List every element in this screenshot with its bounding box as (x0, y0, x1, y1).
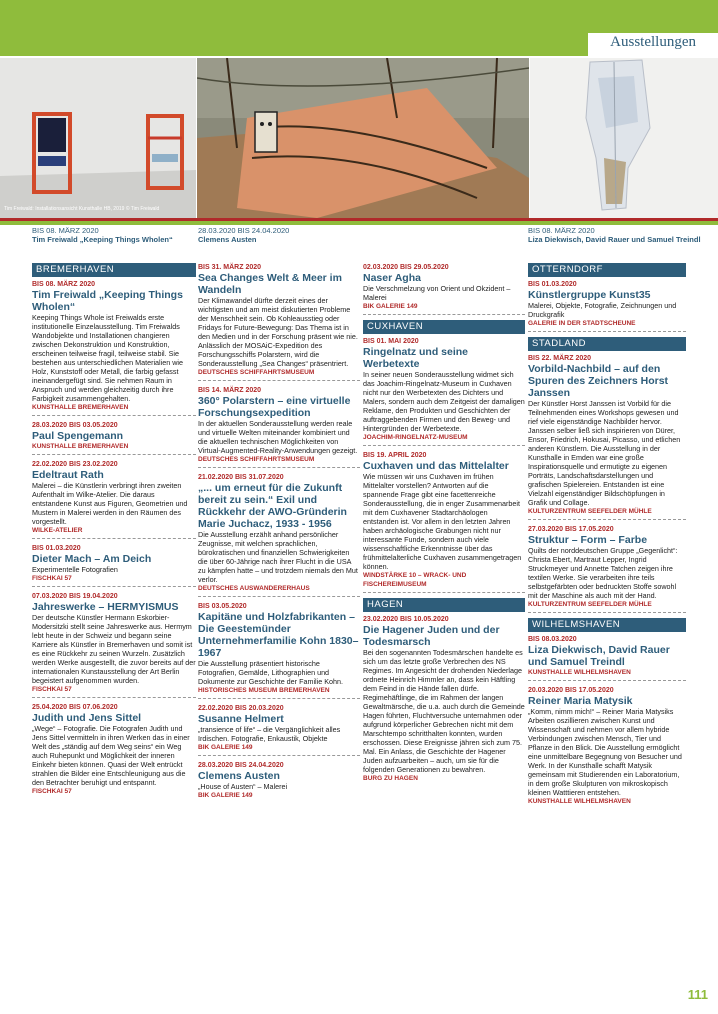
photo-painting (197, 58, 529, 218)
section-otterndorf: OTTERNDORF (528, 263, 686, 277)
entry-title: Künstlergruppe Kunst35 (528, 289, 651, 301)
list-item (32, 592, 196, 698)
entry-date: BIS 19. APRIL 2020 (363, 452, 427, 459)
entry-body: Der Künstler Horst Janssen ist Vorbild für die Teilnehmenden eines Workshops gewesen und rief viele eigenständige Nachbilder hervor. Janssen selber ließ sich inspirieren von Dürer, Ensor, Friedrich, Hokusai, Picasso, und etlichen anderen Künstlern. Die Ausstellung in der Kunsthalle in Emden war eine große Inspirationsquelle und ermutigte zu eigenen Porträts, Landschaftsdarstellungen und grafischen Spielereien. Entstanden ist eine Vielzahl eigenständiger Bildschöpfungen in Grafik und Collage. (528, 399, 681, 507)
entry-body: Quilts der norddeutschen Gruppe „Gegenlicht“: Christa Ebert, Martraut Lepper, Ingrid Struckmeyer und Annette Tatchen zeigen ihre textilen Werke. Sie verarbeiten ihre teils selbstgefärbten oder bedruckten Stoffe sowohl mit der Maschine als auch mit der Hand. (528, 546, 678, 600)
entry-venue: FISCHKAI 57 (32, 575, 72, 582)
entry-title: Kapitäne und Holzfabrikanten – Die Geestemünder Unternehmerfamilie Kohn 1830–1967 (198, 611, 359, 659)
entry-venue: KUNSTHALLE BREMERHAVEN (32, 443, 129, 450)
entry-date: 22.02.2020 BIS 23.02.2020 (32, 461, 118, 468)
caption-date: BIS 08. MÄRZ 2020 (32, 226, 99, 235)
entry-venue: BIK GALERIE 149 (198, 744, 253, 751)
entry-title: Edeltraut Rath (32, 469, 104, 481)
entry-venue: WINDSTÄRKE 10 – WRACK- UND FISCHEREIMUSEUM (363, 572, 467, 588)
section-wilhelmshaven: WILHELMSHAVEN (528, 618, 686, 632)
entry-venue: BURG ZU HAGEN (363, 775, 418, 782)
column-4 (528, 263, 686, 814)
section-stadland: STADLAND (528, 337, 686, 351)
entry-title: Susanne Helmert (198, 713, 284, 725)
entry-venue: WILKE-ATELIER (32, 527, 83, 534)
photo-caption-1 (32, 226, 192, 244)
section-title: Ausstellungen (610, 34, 696, 50)
entry-title: Naser Agha (363, 272, 421, 284)
entry-title: Judith und Jens Sittel (32, 712, 142, 724)
entry-date: BIS 14. MÄRZ 2020 (198, 387, 262, 394)
entry-title: Liza Diekwisch, David Rauer und Samuel Treindl (528, 644, 670, 668)
entry-title: Struktur – Form – Farbe (528, 534, 648, 546)
list-item (363, 615, 525, 786)
caption-date: BIS 08. MÄRZ 2020 (528, 226, 595, 235)
list-item (198, 473, 360, 597)
entry-body: Die Ausstellung präsentiert historische Fotografien, Gemälde, Lithographien und Dokumente zur Geschichte der Familie Kohn. (198, 659, 344, 686)
entry-date: 22.02.2020 BIS 20.03.2020 (198, 705, 284, 712)
entry-title: Jahreswerke – HERMYISMUS (32, 601, 179, 613)
column-1 (32, 263, 196, 804)
entry-date: BIS 08. MÄRZ 2020 (32, 281, 96, 288)
entry-title: Paul Spengemann (32, 430, 124, 442)
entry-body: „Komm, nimm mich!“ – Reiner Maria Matysiks Arbeiten oszillieren zwischen Kunst und Wissenschaft und nehmen vor allem hybride Verbindungen zwischen Mensch, Tier und Pflanze in den Blick. Die Ausstellung ermöglicht eine unmittelbare Begegnung von Besucher und Werk. In der Kunsthalle schafft Matysik gemeinsam mit Studierenden ein Laboratorium, in dem große Skulpturen von mikroskopisch kleinen Watttieren entstehen. (528, 707, 682, 797)
column-3 (363, 263, 525, 791)
column-2 (198, 263, 360, 808)
entry-body: Bei den sogenannten Todesmärschen handelte es sich um das letzte große Verbrechen des NS Regimes. Im Angesicht der drohenden Niederlage ordnete Heinrich Himmler an, dass kein Häftling dem Feind in die Hände fallen dürfe. Regimehäftlinge, die im Rahmen der langen Gewaltmärsche, die u.a. auch durch die Gemeinde Hagen führten, Fluchtversuche unternahmen oder aufgrund körperlicher Gebrechen nicht mit dem Marschtempo schritthalten konnten, wurden erschossen. Diese Ereignisse jähren sich zum 75. Mal. Ein Anlass, die Geschichte der Hagener Juden aufzuarbeiten – auch, um sie für die folgenden Generationen zu bewahren. (363, 648, 525, 774)
entry-title: 360° Polarstern – eine virtuelle Forschungsexpedition (198, 395, 351, 419)
photo-sculpture (530, 58, 718, 218)
entry-date: 27.03.2020 BIS 17.05.2020 (528, 526, 614, 533)
list-item (198, 386, 360, 468)
photo-strip (0, 58, 718, 218)
entry-venue: BIK GALERIE 149 (198, 792, 253, 799)
list-item (198, 602, 360, 699)
list-item (32, 280, 196, 416)
entry-date: 02.03.2020 BIS 29.05.2020 (363, 264, 449, 271)
entry-date: 28.03.2020 BIS 03.05.2020 (32, 422, 118, 429)
entry-title: Sea Changes Welt & Meer im Wandeln (198, 272, 342, 296)
list-item (528, 525, 686, 613)
entry-venue: KUNSTHALLE BREMERHAVEN (32, 404, 129, 411)
entry-date: 25.04.2020 BIS 07.06.2020 (32, 704, 118, 711)
entry-venue: BIK GALERIE 149 (363, 303, 418, 310)
entry-body: Experimentelle Fotografien (32, 565, 118, 574)
entry-venue: DEUTSCHES SCHIFFAHRTSMUSEUM (198, 369, 315, 376)
entry-body: Malerei, Objekte, Fotografie, Zeichnungen und Druckgrafik (528, 301, 677, 319)
entry-body: Keeping Things Whole ist Freiwalds erste institutionelle Einzelausstellung. Tim Freiwalds Wandobjekte und Installationen changieren zwischen Dekonstruktion und Konstruktion, erscheinen teilweise fragil, teilweise stabil. Sie bestehen aus unterschiedlichen Materialien wie Holz, Kunststoff oder Metall, die farbig gefasst ineinandergefügt sind. Sie nehmen Raum in Anspruch und werden gleichzeitig durch ihre Farbigkeit zusammengehalten. (32, 313, 184, 403)
caption-text: Tim Freiwald „Keeping Things Wholen“ (32, 235, 173, 244)
list-item (528, 635, 686, 681)
entry-body: „transience of life“ – die Vergänglichkeit alles Irdischen. Fotografie, Enkaustik, Objekte (198, 725, 341, 743)
list-item (198, 761, 360, 803)
entry-date: BIS 31. MÄRZ 2020 (198, 264, 262, 271)
divider-green (0, 221, 718, 225)
entry-title: Reiner Maria Matysik (528, 695, 633, 707)
entry-title: Vorbild-Nachbild – auf den Spuren des Zeichners Horst Janssen (528, 363, 669, 399)
entry-title: Die Hagener Juden und der Todesmarsch (363, 624, 500, 648)
page-number: 111 (687, 987, 708, 1002)
entry-title: „... um erneut für die Zukunft bereit zu sein.“ Exil und Rückkehr der AWO-Gründerin Marie Juchacz, 1933 - 1956 (198, 482, 347, 530)
entry-body: In seiner neuen Sonderausstellung widmet sich das Joachim-Ringelnatz-Museum in Cuxhaven nicht nur den Werbetexten des Dichters und Malers, sondern auch dem Zeitgeist der damaligen Reklame, den Produkten und Geschichten der auftraggebenden Firmen und den Beweg- und Hintergründen der Werbetexte. (363, 370, 525, 433)
list-item (32, 460, 196, 539)
entry-venue: KUNSTHALLE WILHELMSHAVEN (528, 669, 631, 676)
entry-venue: FISCHKAI 57 (32, 788, 72, 795)
entry-venue: DEUTSCHES AUSWANDERERHAUS (198, 585, 310, 592)
section-bremerhaven: BREMERHAVEN (32, 263, 196, 277)
page-header (0, 0, 718, 56)
list-item (32, 703, 196, 799)
section-hagen: HAGEN (363, 598, 525, 612)
entry-date: BIS 01. MAI 2020 (363, 338, 419, 345)
entry-date: 28.03.2020 BIS 24.04.2020 (198, 762, 284, 769)
entry-date: 20.03.2020 BIS 17.05.2020 (528, 687, 614, 694)
entry-body: Die Ausstellung erzählt anhand persönlicher Zeugnisse, mit welchen sprachlichen, bürokratischen und finanziellen Schwierigkeiten die über 60-Jährige nach ihrer Flucht in die USA zu kämpfen hatte – und trotzdem niemals den Mut verlor. (198, 530, 358, 584)
section-cuxhaven: CUXHAVEN (363, 320, 525, 334)
list-item (32, 421, 196, 455)
entry-venue: KULTURZENTRUM SEEFELDER MÜHLE (528, 601, 652, 608)
entry-title: Clemens Austen (198, 770, 280, 782)
entry-title: Ringelnatz und seine Werbetexte (363, 346, 469, 370)
entry-date: 23.02.2020 BIS 10.05.2020 (363, 616, 449, 623)
entry-body: In der aktuellen Sonderausstellung werden reale und virtuelle Welten miteinander kombiniert und die aktuellen technischen Möglichkeiten von Virtual-Augmented-Reality-Anwendungen gezeigt. (198, 419, 358, 455)
entry-body: Der Klimawandel dürfte derzeit eines der wichtigsten und am meist diskutierten Probleme der Menschheit sein. Ob Kohleausstieg oder Fridays for Future-Bewegung: Das Thema ist in den Medien und in der Forschung präsent wie nie. Anlässlich der MOSAiC-Expedition des Forschungsschiffs Polarstern, wird die Sonderausstellung „Sea Changes“ präsentriert. (198, 296, 358, 368)
entry-date: 07.03.2020 BIS 19.04.2020 (32, 593, 118, 600)
list-item (363, 337, 525, 446)
list-item (32, 544, 196, 587)
entry-venue: HISTORISCHES MUSEUM BREMERHAVEN (198, 687, 330, 694)
list-item (528, 280, 686, 332)
caption-date: 28.03.2020 BIS 24.04.2020 (198, 226, 290, 235)
entry-venue: KUNSTHALLE WILHELMSHAVEN (528, 798, 631, 805)
photo-credit: Tim Freiwald: Installationsansicht Kunsthalle HB, 2019 © Tim Freiwald (4, 206, 160, 212)
list-item (198, 263, 360, 381)
entry-body: Wie müssen wir uns Cuxhaven im frühen Mittelalter vorstellen? Antworten auf die spannende Frage gibt eine facettenreiche Sonderausstellung, die in enger Zusammenarbeit mit dem Cuxhavener Stadtarchäologen entstanden ist. Vor allem in den letzten Jahren haben archäologische Grabungen nicht nur interessante Funde, sondern auch viele wissenschaftliche Erkenntnisse über das frühmittelalterliche Cuxhaven zusammengetragen können. (363, 472, 522, 571)
entry-body: „House of Austen“ – Malerei (198, 782, 288, 791)
entry-venue: DEUTSCHES SCHIFFAHRTSMUSEUM (198, 456, 315, 463)
entry-body: Der deutsche Künstler Hermann Eskorbier-Modersitzki stellt seine Jahreswerke aus. Hermym lebt heute in der Schweiz und begann seine Karriere als Künstler in Bremerhaven und somit ist es eine Rückkehr zu seinen Wurzeln. Zusätzlich werden Werke ausgestellt, die zuvor bereits auf der internationalen Kunstausstellung der Art Berlin begeistert aufgenommen wurden. (32, 613, 196, 685)
entry-venue: KULTURZENTRUM SEEFELDER MÜHLE (528, 508, 652, 515)
entry-date: 21.02.2020 BIS 31.07.2020 (198, 474, 284, 481)
photo-installation (0, 58, 196, 218)
entry-venue: FISCHKAI 57 (32, 686, 72, 693)
list-item (198, 704, 360, 756)
entry-body: Die Verschmelzung von Orient und Okzident – Malerei (363, 284, 511, 302)
entry-date: BIS 01.03.2020 (32, 545, 81, 552)
entry-body: Malerei – die Künstlerin verbringt ihren zweiten Aufenthalt im Wilke-Atelier. Die daraus entstandene Kunst aus Figuren, Geometrien und Mustern in Malerei werden in den Räumen des vorgestellt. (32, 481, 188, 526)
entry-title: Tim Freiwald „Keeping Things Wholen“ (32, 289, 183, 313)
caption-text: Liza Diekwisch, David Rauer und Samuel Treindl (528, 235, 701, 244)
entry-date: BIS 08.03.2020 (528, 636, 577, 643)
photo-caption-2 (198, 226, 358, 244)
list-item (363, 263, 525, 315)
entry-title: Cuxhaven und das Mittelalter (363, 460, 509, 472)
entry-date: BIS 01.03.2020 (528, 281, 577, 288)
caption-text: Clemens Austen (198, 235, 257, 244)
entry-venue: JOACHIM-RINGELNATZ-MUSEUM (363, 434, 468, 441)
list-item (528, 686, 686, 809)
entry-date: BIS 22. MÄRZ 2020 (528, 355, 592, 362)
list-item (363, 451, 525, 593)
entry-body: „Wege“ – Fotografie. Die Fotografen Judith und Jens Sittel vermitteln in ihren Werken das in einer Welt des „ständig auf dem Weg seins“ ein Weg auch Ruhepunkt und Möglichkeit der inneren Einkehr bieten können. Quasi der Welt entrückt strahlen die Bilder eine Entschleunigung aus die den Betrachter beruhigt und entspannt. (32, 724, 190, 787)
entry-title: Dieter Mach – Am Deich (32, 553, 152, 565)
entry-date: BIS 03.05.2020 (198, 603, 247, 610)
list-item (528, 354, 686, 520)
photo-caption-3 (528, 226, 714, 244)
entry-venue: GALERIE IN DER STADTSCHEUNE (528, 320, 636, 327)
